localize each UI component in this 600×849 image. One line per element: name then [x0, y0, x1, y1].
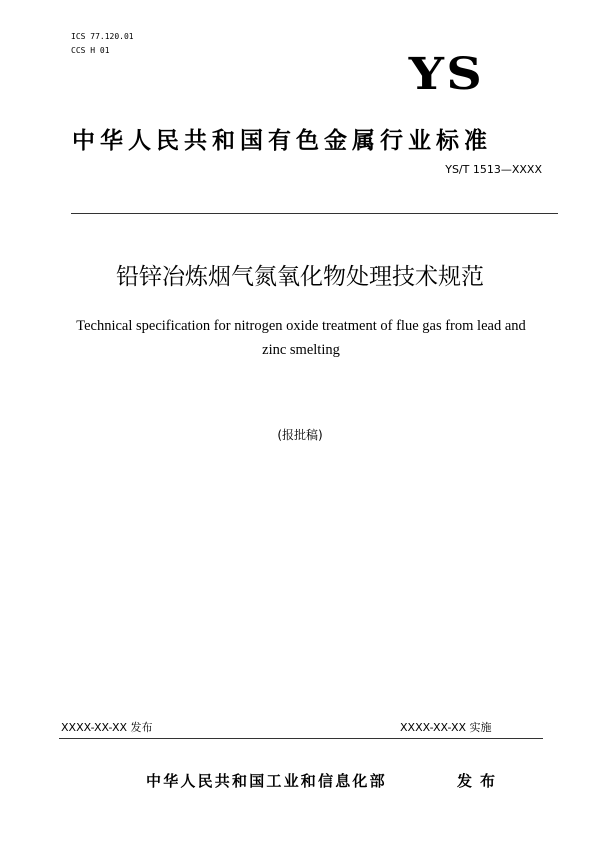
issue-date: XXXX-XX-XX 发布 — [61, 721, 153, 734]
footer-divider — [59, 738, 543, 739]
ics-code: ICS 77.120.01 — [71, 32, 134, 41]
draft-stage-label: (报批稿) — [277, 428, 323, 442]
chinese-title: 铅锌冶炼烟气氮氧化物处理技术规范 — [116, 264, 484, 290]
publisher-name: 中华人民共和国工业和信息化部 — [146, 772, 387, 790]
standard-category-title: 中华人民共和国有色金属行业标准 — [72, 128, 492, 154]
implementation-date: XXXX-XX-XX 实施 — [400, 721, 492, 734]
header-divider — [71, 213, 558, 214]
english-title: Technical specification for nitrogen oxide treatment of flue gas from lead and zinc smelting — [76, 318, 526, 358]
ccs-code: CCS H 01 — [71, 46, 110, 55]
ys-logo: YS — [408, 49, 485, 100]
publish-label: 发布 — [457, 772, 504, 790]
standard-number: YS/T 1513—XXXX — [445, 163, 542, 176]
